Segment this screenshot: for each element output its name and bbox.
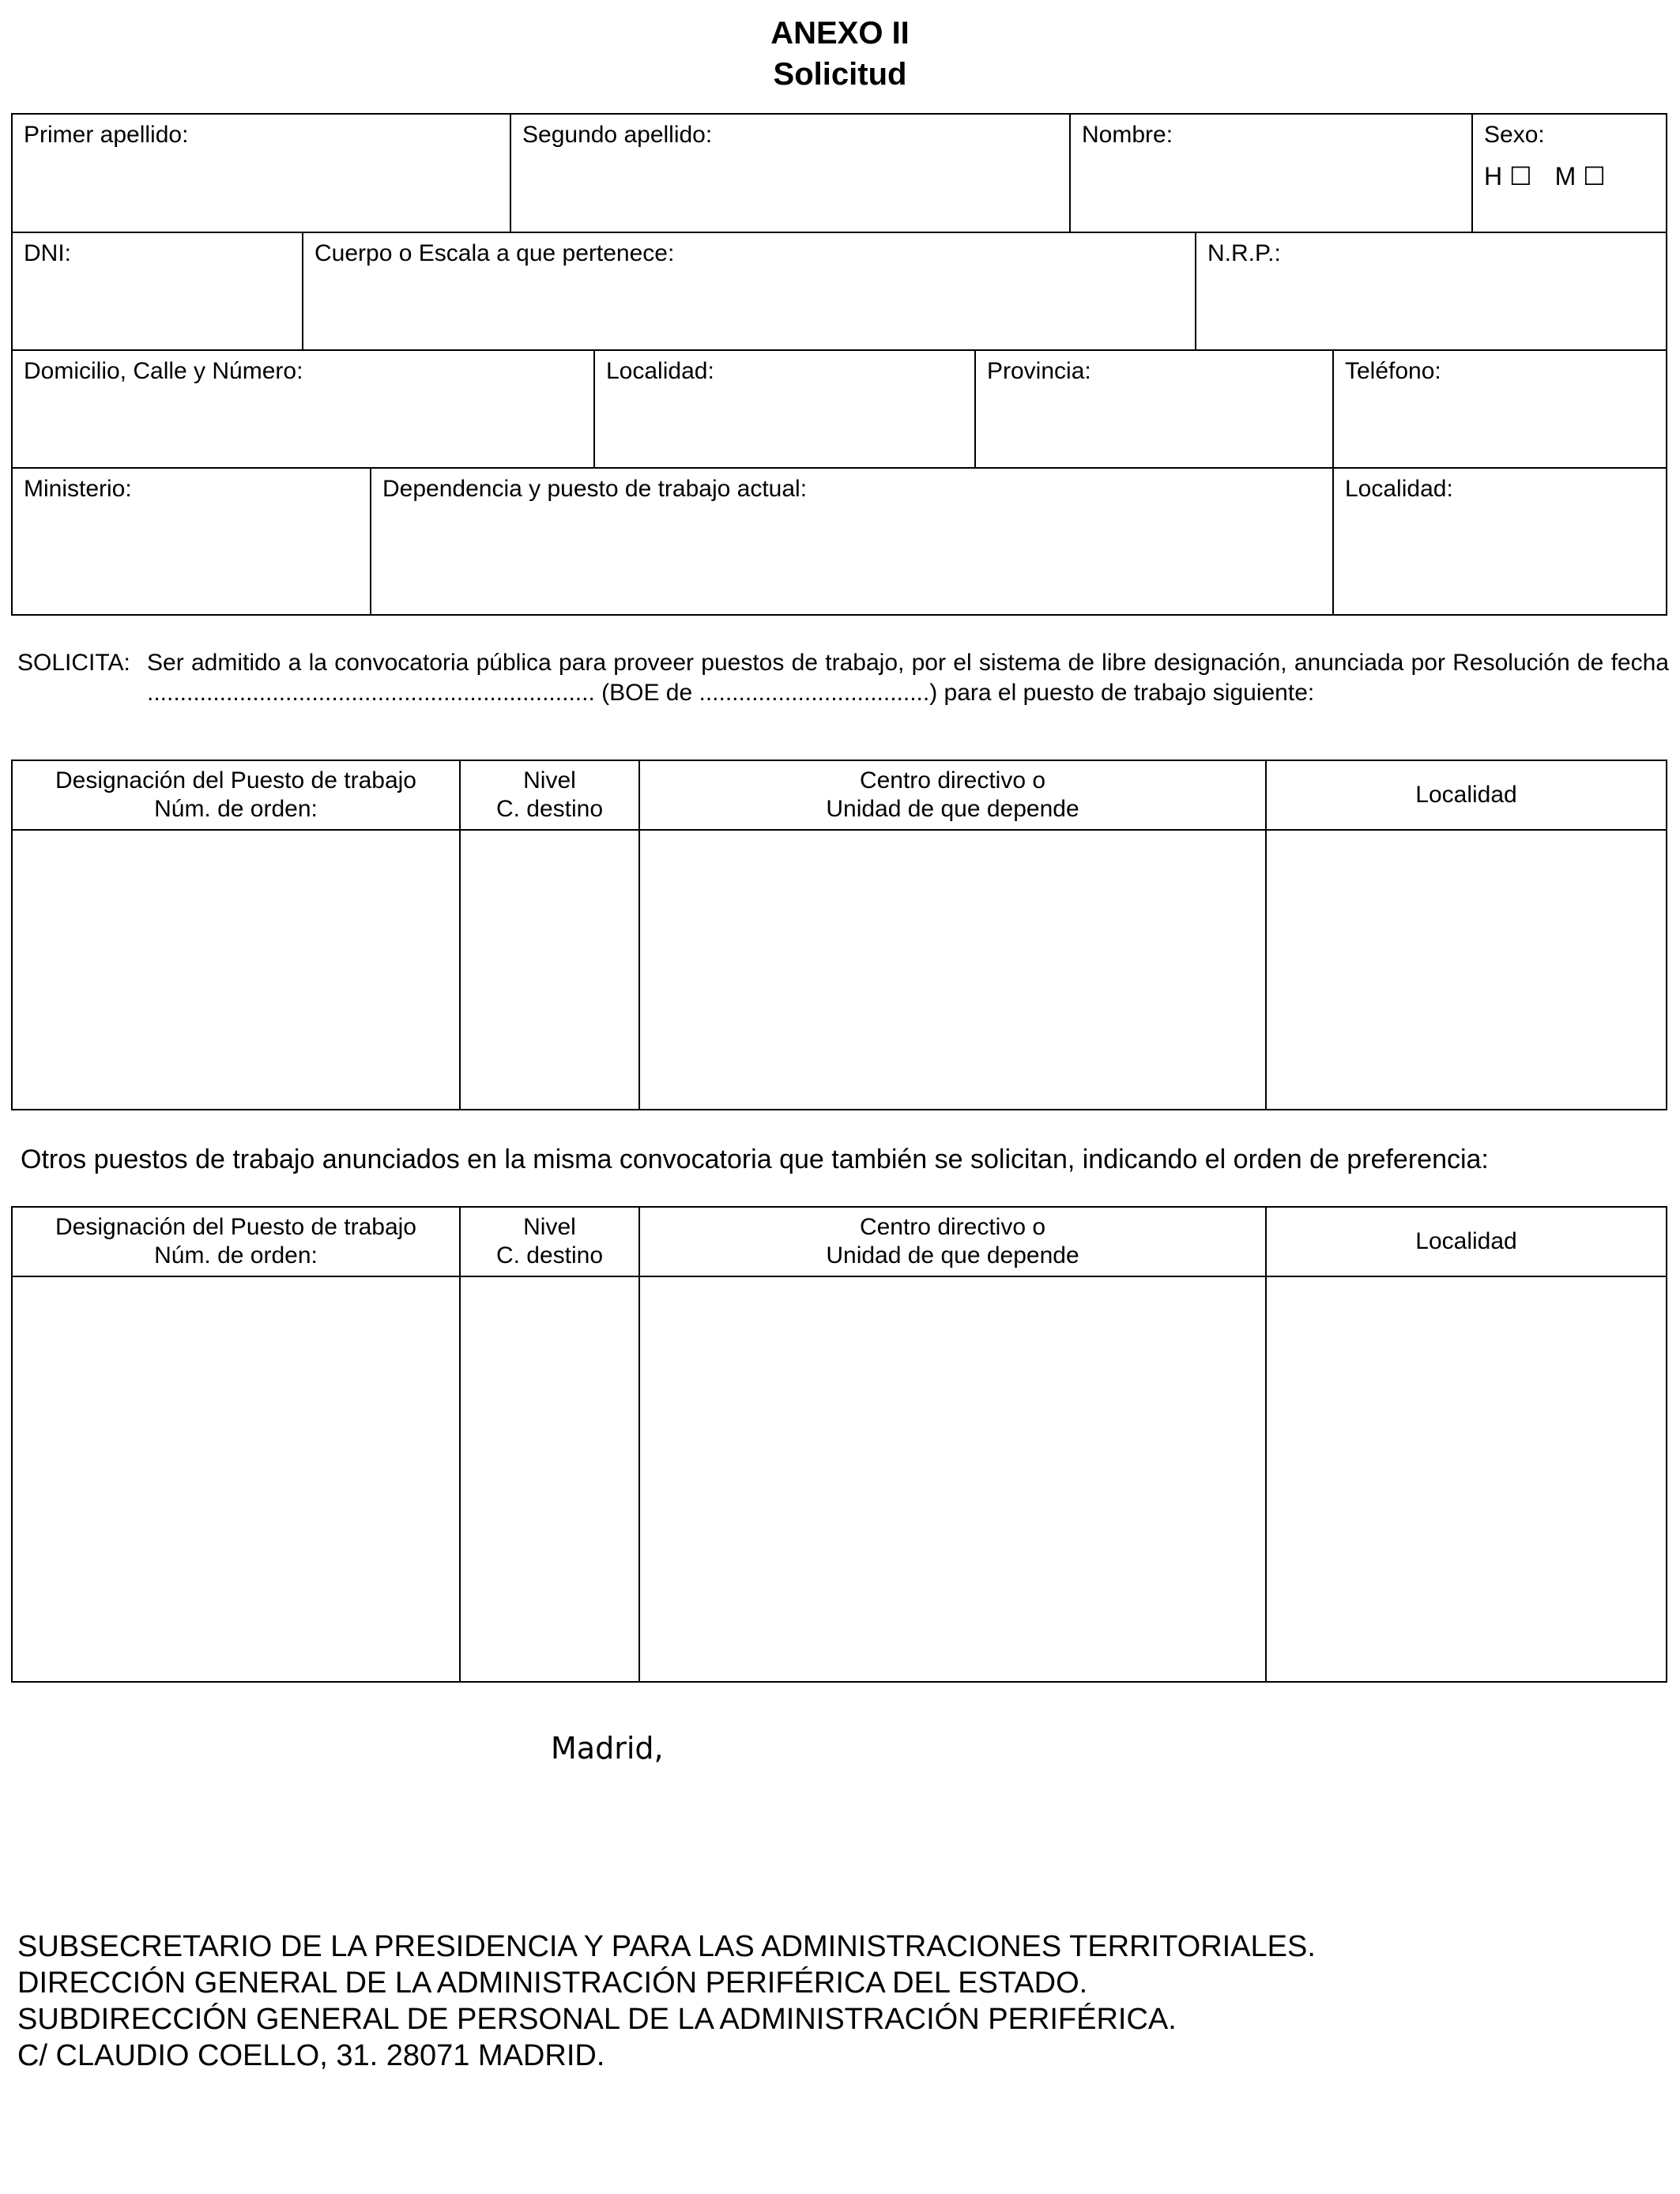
- dni-field[interactable]: [13, 233, 303, 349]
- sexo-h-checkbox[interactable]: H ☐: [1484, 162, 1532, 190]
- sexo-field: [1473, 115, 1666, 232]
- sexo-m-checkbox[interactable]: M ☐: [1554, 162, 1606, 190]
- solicita-paragraph: [17, 648, 1669, 708]
- ministerio-label: Ministerio:: [24, 476, 132, 502]
- solicita-label: SOLICITA:: [17, 650, 130, 676]
- header-localidad: Localidad: [1415, 782, 1517, 808]
- document-subtitle: Solicitud: [773, 57, 907, 92]
- segundo-apellido-field[interactable]: [511, 115, 1071, 232]
- header-centro: Centro directivo o Unidad de que depende: [826, 767, 1079, 822]
- header-localidad: Localidad: [1415, 1228, 1517, 1254]
- cell-nivel[interactable]: [461, 831, 638, 1109]
- nrp-label: N.R.P.:: [1207, 240, 1281, 266]
- localidad-field[interactable]: [595, 351, 976, 467]
- domicilio-field[interactable]: [13, 351, 595, 467]
- otros-puestos-table: [11, 1206, 1667, 1683]
- cell-designacion[interactable]: [13, 831, 459, 1109]
- cuerpo-label: Cuerpo o Escala a que pertenece:: [315, 240, 675, 266]
- sexo-label: Sexo:: [1484, 122, 1545, 148]
- document-title: ANEXO II: [770, 16, 910, 51]
- cuerpo-field[interactable]: [303, 233, 1196, 349]
- telefono-field[interactable]: [1334, 351, 1666, 467]
- ministerio-field[interactable]: [13, 469, 371, 614]
- address-line-2: DIRECCIÓN GENERAL DE LA ADMINISTRACIÓN PERIFÉRICA DEL ESTADO.: [17, 1966, 1088, 2000]
- header-nivel: Nivel C. destino: [495, 1214, 604, 1269]
- nombre-field[interactable]: [1071, 115, 1473, 232]
- primer-apellido-field[interactable]: [13, 115, 511, 232]
- dependencia-field[interactable]: [371, 469, 1334, 614]
- cell-centro[interactable]: [640, 831, 1265, 1109]
- cell-centro[interactable]: [640, 1277, 1265, 1681]
- header-designacion: Designación del Puesto de trabajo Núm. de orden:: [55, 1214, 416, 1269]
- domicilio-label: Domicilio, Calle y Número:: [24, 358, 303, 384]
- localidad-actual-label: Localidad:: [1345, 476, 1453, 502]
- recipient-address: [17, 1928, 1316, 2074]
- puesto-solicitado-table: [11, 760, 1667, 1110]
- cell-localidad[interactable]: [1267, 831, 1666, 1109]
- address-line-1: SUBSECRETARIO DE LA PRESIDENCIA Y PARA LAS ADMINISTRACIONES TERRITORIALES.: [17, 1930, 1316, 1963]
- segundo-apellido-label: Segundo apellido:: [522, 122, 713, 148]
- cell-nivel[interactable]: [461, 1277, 638, 1681]
- address-line-4: C/ CLAUDIO COELLO, 31. 28071 MADRID.: [17, 2039, 605, 2072]
- dni-label: DNI:: [24, 240, 71, 266]
- provincia-label: Provincia:: [987, 358, 1091, 384]
- provincia-field[interactable]: [976, 351, 1334, 467]
- telefono-label: Teléfono:: [1345, 358, 1441, 384]
- dependencia-label: Dependencia y puesto de trabajo actual:: [382, 476, 808, 502]
- primer-apellido-label: Primer apellido:: [24, 122, 189, 148]
- nombre-label: Nombre:: [1082, 122, 1173, 148]
- cell-designacion[interactable]: [13, 1277, 459, 1681]
- localidad-label: Localidad:: [606, 358, 714, 384]
- otros-puestos-text: Otros puestos de trabajo anunciados en la misma convocatoria que también se solicitan, indicando el orden de preferencia:: [21, 1144, 1489, 1174]
- header-nivel: Nivel C. destino: [495, 767, 604, 822]
- header-designacion: Designación del Puesto de trabajo Núm. de orden:: [55, 767, 416, 822]
- personal-data-form: [11, 113, 1667, 616]
- cell-localidad[interactable]: [1267, 1277, 1666, 1681]
- localidad-actual-field[interactable]: [1334, 469, 1666, 614]
- madrid-date-line: Madrid,: [551, 1731, 664, 1766]
- solicita-text: Ser admitido a la convocatoria pública para proveer puestos de trabajo, por el sistema de libre designación, anunciada por Resolución de fecha .................................................................... (BOE de ...................................) para el puesto de trabajo siguiente:: [147, 650, 1669, 706]
- header-centro: Centro directivo o Unidad de que depende: [826, 1214, 1079, 1269]
- address-line-3: SUBDIRECCIÓN GENERAL DE PERSONAL DE LA ADMINISTRACIÓN PERIFÉRICA.: [17, 2003, 1177, 2036]
- nrp-field[interactable]: [1196, 233, 1666, 349]
